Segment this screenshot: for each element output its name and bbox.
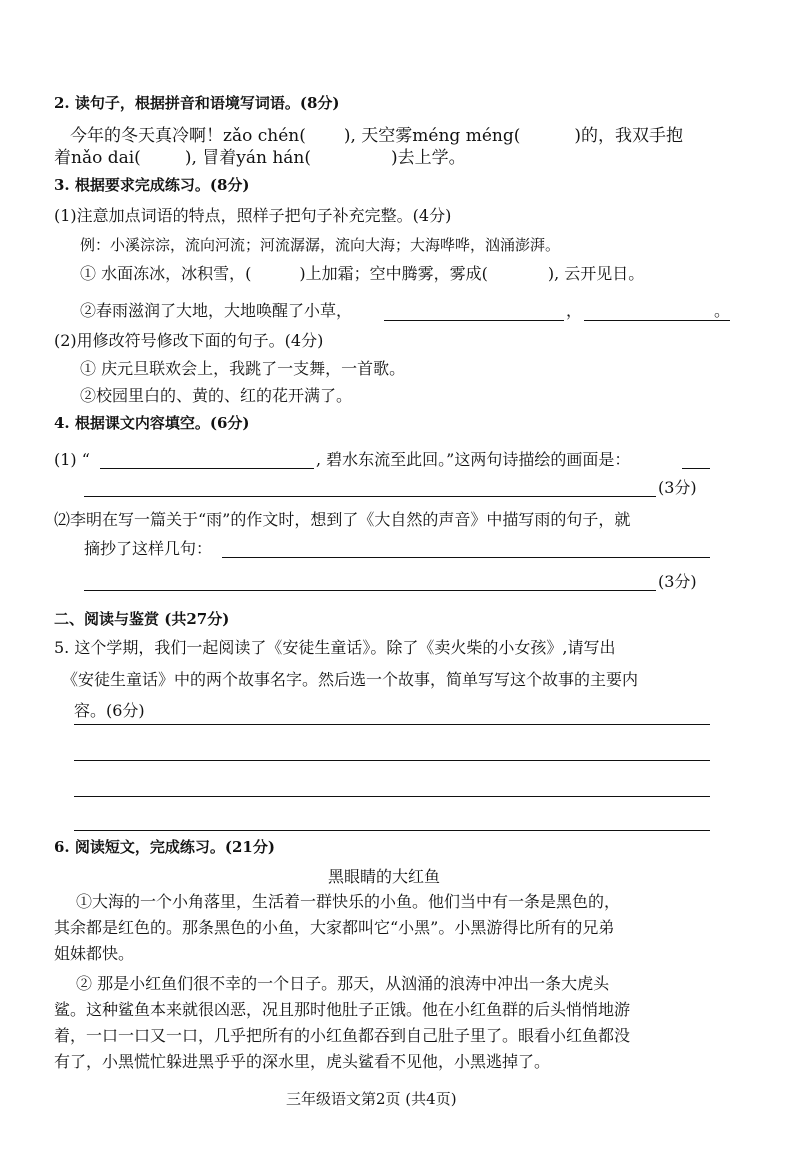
- q3-heading: 3. 根据要求完成练习。(8分): [54, 176, 250, 194]
- answer-line[interactable]: [100, 468, 314, 469]
- q4-item1-score: (3分): [658, 478, 697, 497]
- section-heading: 二、阅读与鉴赏 (共27分): [54, 610, 230, 628]
- passage-p2-line3: 着，一口一口又一口，几乎把所有的小红鱼都吞到自己肚子里了。眼看小红鱼都没: [54, 1026, 631, 1045]
- q5-line1: 5. 这个学期，我们一起阅读了《安徒生童话》。除了《卖火柴的小女孩》,请写出: [54, 638, 616, 657]
- passage-p2-line4: 有了，小黑慌忙躲进黑乎乎的深水里，虎头鲨看不见他，小黑逃掉了。: [54, 1052, 551, 1071]
- q3-item1-part-c: ), 云开见日。: [547, 264, 645, 283]
- passage-title: 黑眼睛的大红鱼: [328, 867, 441, 886]
- q3-item1-part-b: )上加霜；空中腾雾，雾成(: [299, 264, 488, 283]
- q2-line1-part-c: )的，我双手抱: [574, 126, 683, 146]
- q3-item2-period: 。: [714, 301, 731, 320]
- page-footer: 三年级语文第2页 (共4页): [286, 1090, 457, 1108]
- answer-line[interactable]: [222, 557, 710, 558]
- q4-item2-line1: ⑵李明在写一篇关于“雨”的作文时，想到了《大自然的声音》中描写雨的句子，就: [54, 510, 631, 529]
- q4-item2-score: (3分): [658, 572, 697, 591]
- answer-line[interactable]: [682, 468, 710, 469]
- answer-line[interactable]: [84, 496, 656, 497]
- answer-line[interactable]: [74, 724, 710, 725]
- q3-sentence2: ②校园里白的、黄的、红的花开满了。: [80, 386, 353, 405]
- q3-item2-comma: ，: [566, 301, 583, 320]
- passage-p2-line1: ② 那是小红鱼们很不幸的一个日子。那天，从汹涌的浪涛中冲出一条大虎头: [76, 974, 610, 993]
- q2-line1-part-b: ), 天空雾méng méng(: [343, 126, 521, 146]
- q3-example: 例：小溪淙淙，流向河流；河流潺潺，流向大海；大海哗哗，汹涌澎湃。: [80, 236, 561, 254]
- q4-item1-text: , 碧水东流至此回。”这两句诗描绘的画面是：: [316, 450, 631, 469]
- q2-line1-part-a: 今年的冬天真冷啊！zǎo chén(: [70, 126, 306, 146]
- q2-line2-part-b: ), 冒着yán hán(: [184, 148, 312, 168]
- q4-item2-line2: 摘抄了这样几句：: [84, 539, 213, 558]
- q3-sentence1: ① 庆元旦联欢会上，我跳了一支舞，一首歌。: [80, 359, 406, 378]
- q2-line1: [70, 128, 683, 145]
- q3-item1-part-a: ① 水面冻冰，冰积雪，(: [80, 264, 252, 283]
- q3-item1: [80, 266, 644, 282]
- passage-p1-line2: 其余都是红色的。那条黑色的小鱼，大家都叫它“小黑”。小黑游得比所有的兄弟: [54, 918, 615, 937]
- q2-line2-part-a: 着nǎo dai(: [54, 148, 141, 168]
- passage-p1-line3: 姐妹都快。: [54, 944, 135, 963]
- q6-heading: 6. 阅读短文，完成练习。(21分): [54, 838, 275, 856]
- passage-p1-line1: ①大海的一个小角落里，生活着一群快乐的小鱼。他们当中有一条是黑色的，: [76, 892, 621, 911]
- q3-part2-instruction: (2)用修改符号修改下面的句子。(4分): [54, 331, 324, 350]
- q5-line3: 容。(6分): [74, 701, 145, 720]
- q5-line2: 《安徒生童话》中的两个故事名字。然后选一个故事，简单写写这个故事的主要内: [62, 670, 639, 689]
- answer-line[interactable]: [74, 796, 710, 797]
- q3-part1-instruction: (1)注意加点词语的特点，照样子把句子补充完整。(4分): [54, 206, 452, 225]
- q2-heading: 2. 读句子，根据拼音和语境写词语。(8分): [54, 94, 340, 112]
- q3-item2-text: ②春雨滋润了大地，大地唤醒了小草，: [80, 301, 353, 320]
- q2-line2: [54, 150, 466, 167]
- answer-line[interactable]: [384, 320, 564, 321]
- passage-p2-line2: 鲨。这种鲨鱼本来就很凶恶，况且那时他肚子正饿。他在小红鱼群的后头悄悄地游: [54, 1000, 631, 1019]
- q4-heading: 4. 根据课文内容填空。(6分): [54, 414, 250, 432]
- answer-line[interactable]: [84, 590, 656, 591]
- answer-line[interactable]: [74, 830, 710, 831]
- q4-item1-prefix: (1) “: [54, 450, 90, 469]
- answer-line[interactable]: [74, 760, 710, 761]
- q2-line2-part-c: )去上学。: [391, 148, 466, 168]
- answer-line[interactable]: [584, 320, 730, 321]
